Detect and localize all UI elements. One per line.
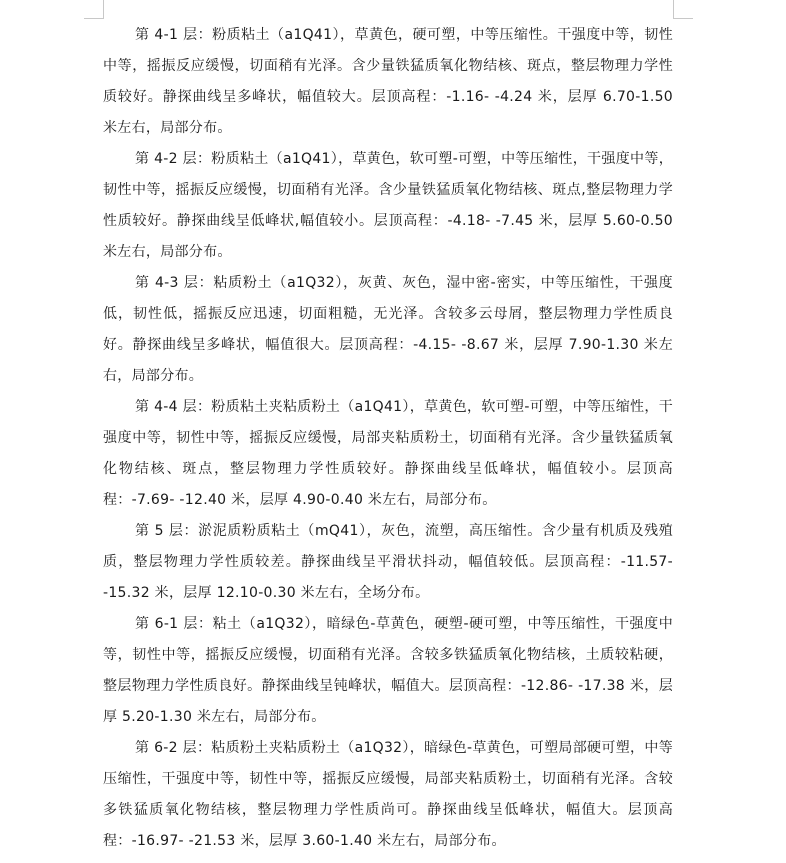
crop-mark-right-vertical	[673, 0, 674, 18]
paragraph-layer-4-2: 第 4-2 层：粉质粘土（a1Q41），草黄色，软可塑-可塑，中等压缩性，干强度中等，韧性中等，摇振反应缓慢，切面稍有光泽。含少量铁猛质氧化物结核、斑点,整层物理力学性质较好。静探曲线呈低峰状,幅值较小。层顶高程：-4.18- -7.45 米，层厚 5.60-0.50 米左右，局部分布。	[103, 151, 673, 260]
document-page	[103, 0, 673, 857]
paragraph-layer-4-3: 第 4-3 层：粘质粉土（a1Q32），灰黄、灰色，湿中密-密实，中等压缩性，干强度低，韧性低，摇振反应迅速，切面粗糙，无光泽。含较多云母屑，整层物理力学性质良好。静探曲线呈多峰状，幅值很大。层顶高程：-4.15- -8.67 米，层厚 7.90-1.30 米左右，局部分布。	[103, 275, 673, 384]
crop-mark-right-horizontal	[673, 18, 693, 19]
paragraph-layer-4-1: 第 4-1 层：粉质粘土（a1Q41），草黄色，硬可塑，中等压缩性。干强度中等，韧性中等，摇振反应缓慢，切面稍有光泽。含少量铁猛质氧化物结核、斑点，整层物理力学性质较好。静探曲线呈多峰状，幅值较大。层顶高程：-1.16- -4.24 米，层厚 6.70-1.50 米左右，局部分布。	[103, 27, 673, 136]
paragraph-layer-5: 第 5 层：淤泥质粉质粘土（mQ41），灰色，流塑，高压缩性。含少量有机质及残殖质，整层物理力学性质较差。静探曲线呈平滑状抖动，幅值较低。层顶高程：-11.57- -15.32 米，层厚 12.10-0.30 米左右，全场分布。	[103, 523, 673, 601]
crop-mark-left-horizontal	[84, 18, 104, 19]
paragraph-layer-6-1: 第 6-1 层：粘土（a1Q32），暗绿色-草黄色，硬塑-硬可塑，中等压缩性，干强度中等，韧性中等，摇振反应缓慢，切面稍有光泽。含较多铁猛质氧化物结核，土质较粘硬，整层物理力学性质良好。静探曲线呈钝峰状，幅值大。层顶高程：-12.86- -17.38 米，层厚 5.20-1.30 米左右，局部分布。	[103, 616, 673, 725]
paragraph-layer-4-4: 第 4-4 层：粉质粘土夹粘质粉土（a1Q41），草黄色，软可塑-可塑，中等压缩性，干强度中等，韧性中等，摇振反应缓慢，局部夹粘质粉土，切面稍有光泽。含少量铁猛质氧化物结核、斑点，整层物理力学性质较好。静探曲线呈低峰状，幅值较小。层顶高程：-7.69- -12.40 米，层厚 4.90-0.40 米左右，局部分布。	[103, 399, 673, 508]
paragraph-layer-6-2: 第 6-2 层：粘质粉土夹粘质粉土（a1Q32），暗绿色-草黄色，可塑局部硬可塑，中等压缩性，干强度中等，韧性中等，摇振反应缓慢，局部夹粘质粉土，切面稍有光泽。含较多铁猛质氧化物结核，整层物理力学性质尚可。静探曲线呈低峰状，幅值大。层顶高程：-16.97- -21.53 米，层厚 3.60-1.40 米左右，局部分布。	[103, 740, 673, 849]
